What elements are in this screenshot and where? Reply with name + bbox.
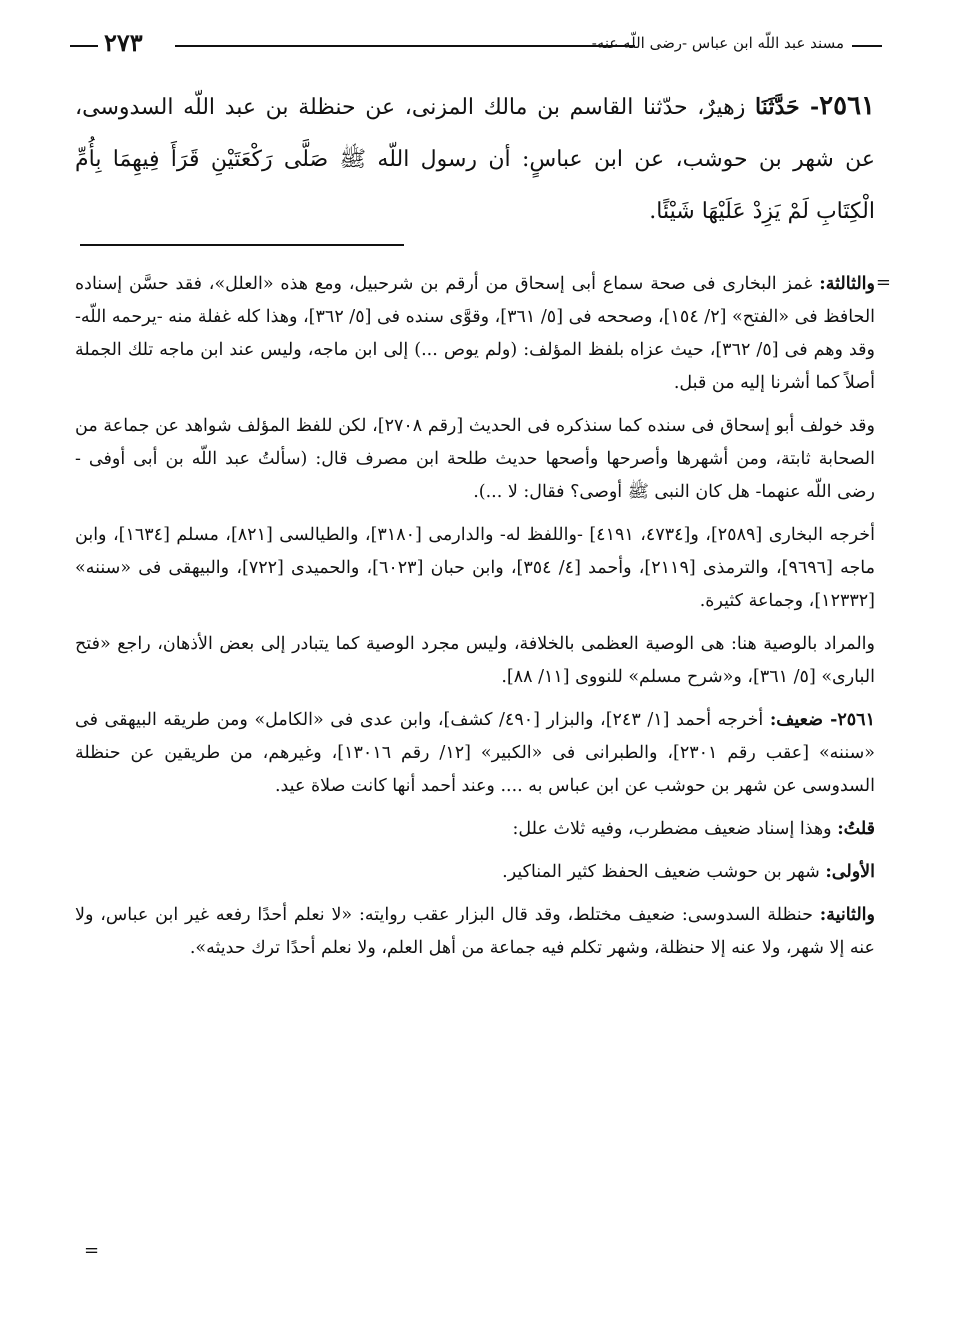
footnote-paragraph: والثالثة: غمز البخارى فى صحة سماع أبى إسحاق من أرقم بن شرحبيل، ومع هذه «العلل»، فقد حسَّن إسناده الحافظ فى «الفتح» [٢/ ١٥٤]، وصححه فى [٥/ ٣٦١]، وقوَّى سنده فى [٥/ ٣٦٢]، وهذا كله غفلة منه -يرحمه اللّه- وقد وهم فى [٥/ ٣٦٢]، حيث عزاه بلفظ المؤلف: (ولم يوص ...) إلى ابن ماجه، وليس عند ابن ماجه تلك الجملة أصلاً كما أشرنا إليه من قبل. <box>75 274 876 393</box>
paragraph-label: والثانية: <box>819 905 875 925</box>
paragraph-label: والثالثة: <box>819 274 875 294</box>
hadith-body: زهيرٌ، حدّثنا القاسم بن مالك المزنى، عن حنظلة بن عبد اللّه السدوسى، عن شهر بن حوشب، عن ابن عباسٍ: أن رسول اللّه ﷺ صَلَّى رَكْعَتَيْنِ قَرَأَ فِيهِمَا بِأُمِّ الْكِتَابِ لَمْ يَزِدْ عَلَيْهَا شَيْئًا. <box>75 95 875 224</box>
footnotes <box>75 268 875 975</box>
running-title: مسند عبد اللّه ابن عباس -رضى اللّه عنه- <box>591 34 844 52</box>
footnote-paragraph: والثانية: حنظلة السدوسى: ضعيف مختلط، وقد قال البزار عقب روايته: «لا نعلم أحدًا رفعه غير ابن عباس، ولا عنه إلا شهر، ولا عنه إلا حنظلة، وشهر تكلم فيه جماعة من أهل العلم، ولا نعلم أحدًا ترك حديثه». <box>75 905 875 958</box>
page-header <box>70 30 882 60</box>
header-rule-right <box>852 45 882 47</box>
footnote-paragraph: أخرجه البخارى [٢٥٨٩]، و[٤٧٣٤، ٤١٩١] -واللفظ له- والدارمى [٣١٨٠]، والطيالسى [٨٢١]، مسلم [١٦٣٤]، وابن ماجه [٩٦٩٦]، والترمذى [٢١١٩]، وأحمد [٤/ ٣٥٤]، وابن حبان [٦٠٢٣]، والحميدى [٧٢٢]، والبيهقى فى «سننه» [١٢٣٣٢]، وجماعة كثيرة. <box>75 525 875 611</box>
paragraph-label: قلتُ: <box>837 819 875 839</box>
paragraph-label: ٢٥٦١- ضعيف: <box>769 710 875 730</box>
hadith-heading: حَدَّثَنَا <box>755 94 800 120</box>
footnote-paragraph: وقد خولف أبو إسحاق فى سنده كما سنذكره فى الحديث [رقم ٢٧٠٨]، لكن للفظ المؤلف شواهد عن جماعة من الصحابة ثابتة، ومن أشهرها وأصرحها وأصحها حديث طلحة ابن مصرف قال: (سألتُ عبد اللّه بن أبى أوفى - رضى اللّه عنهما- هل كان النبى ﷺ أوصى؟ فقال: لا ...). <box>75 416 875 502</box>
continued-next-page-marker: = <box>84 1240 100 1261</box>
page-number: ٢٧٣ <box>104 28 143 57</box>
continuation-marker: = <box>875 272 891 293</box>
footnote-paragraph: قلتُ: وهذا إسناد ضعيف مضطرب، وفيه ثلاث علل: <box>512 819 875 839</box>
footnote-paragraph: الأولى: شهر بن حوشب ضعيف الحفظ كثير المناكير. <box>502 862 875 882</box>
header-rule-middle <box>175 45 635 47</box>
hadith-text: ٢٥٦١- حَدَّثَنَا زهيرٌ، حدّثنا القاسم بن مالك المزنى، عن حنظلة بن عبد اللّه السدوسى، عن شهر بن حوشب، عن ابن عباسٍ: أن رسول اللّه ﷺ صَلَّى رَكْعَتَيْنِ قَرَأَ فِيهِمَا بِأُمِّ الْكِتَابِ لَمْ يَزِدْ عَلَيْهَا شَيْئًا. <box>75 91 875 224</box>
header-rule-left <box>70 45 98 47</box>
paragraph-label: الأولى: <box>825 862 875 882</box>
hadith-number: ٢٥٦١ <box>819 91 875 121</box>
footnote-paragraph: والمراد بالوصية هنا: هى الوصية العظمى بالخلافة، وليس مجرد الوصية كما يتبادر إلى بعض الأذهان، راجع «فتح البارى» [٥/ ٣٦١]، و«شرح مسلم» للنووى [١١/ ٨٨]. <box>75 634 875 687</box>
footnote-separator <box>80 244 404 246</box>
footnote-paragraph: ٢٥٦١- ضعيف: أخرجه أحمد [١/ ٢٤٣]، والبزار [٤٩٠/ كشف]، وابن عدى فى «الكامل» ومن طريقه البيهقى فى «سننه» [عقب رقم ٢٣٠١]، والطبرانى فى «الكبير» [١٢/ رقم ١٣٠١٦]، وغيرهم، من طريقين عن حنظلة السدوسى عن شهر بن حوشب عن ابن عباس به .... وعند أحمد أنها كانت صلاة عيد. <box>75 710 875 796</box>
